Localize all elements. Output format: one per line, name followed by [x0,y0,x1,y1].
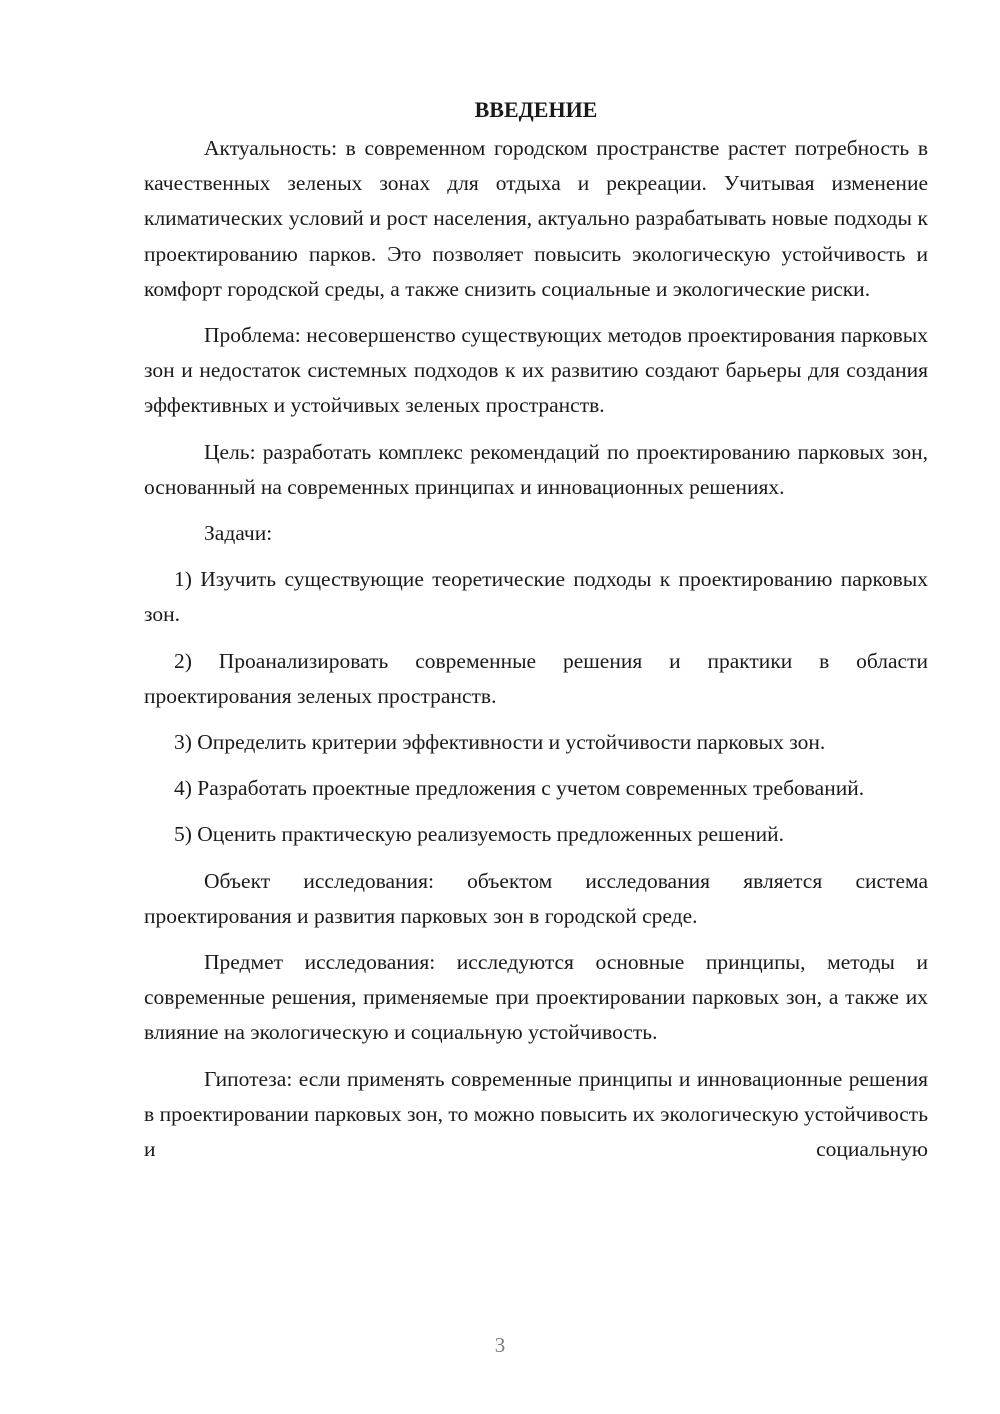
page-number: 3 [494,1333,506,1357]
task-item-3: 3) Определить критерии эффективности и устойчивости парковых зон. [174,730,826,755]
task-item-2: 2) Проанализировать современные решения и практики в области проектирования зеленых пространств. [144,648,928,708]
task-item-5: 5) Оценить практическую реализуемость предложенных решений. [174,822,785,847]
section-heading: ВВЕДЕНИЕ [474,97,598,122]
paragraph-subject: Предмет исследования: исследуются основные принципы, методы и современные решения, применяемые при проектировании парковых зон, а также их влияние на экологическую и социальную устойчивость. [144,950,928,1045]
tasks-label: Задачи: [204,521,273,546]
task-item-4: 4) Разработать проектные предложения с учетом современных требований. [174,776,865,801]
document-page [144,92,928,1178]
paragraph-relevance: Актуальность: в современном городском пространстве растет потребность в качественных зеленых зонах для отдыха и рекреации. Учитывая изменение климатических условий и рост населения, актуально разрабатывать новые подходы к проектированию парков. Это позволяет повысить экологическую устойчивость и комфорт городской среды, а также снизить социальные и экологические риски. [144,136,928,301]
paragraph-problem: Проблема: несовершенство существующих методов проектирования парковых зон и недостаток системных подходов к их развитию создают барьеры для создания эффективных и устойчивых зеленых пространств. [144,323,928,418]
paragraph-object: Объект исследования: объектом исследования является система проектирования и развития парковых зон в городской среде. [144,868,928,928]
paragraph-goal: Цель: разработать комплекс рекомендаций по проектированию парковых зон, основанный на современных принципах и инновационных решениях. [144,439,928,499]
paragraph-hypothesis: Гипотеза: если применять современные принципы и инновационные решения в проектировании парковых зон, то можно повысить их экологическую устойчивость и социальную [144,1066,928,1162]
task-item-1: 1) Изучить существующие теоретические подходы к проектированию парковых зон. [144,567,928,627]
